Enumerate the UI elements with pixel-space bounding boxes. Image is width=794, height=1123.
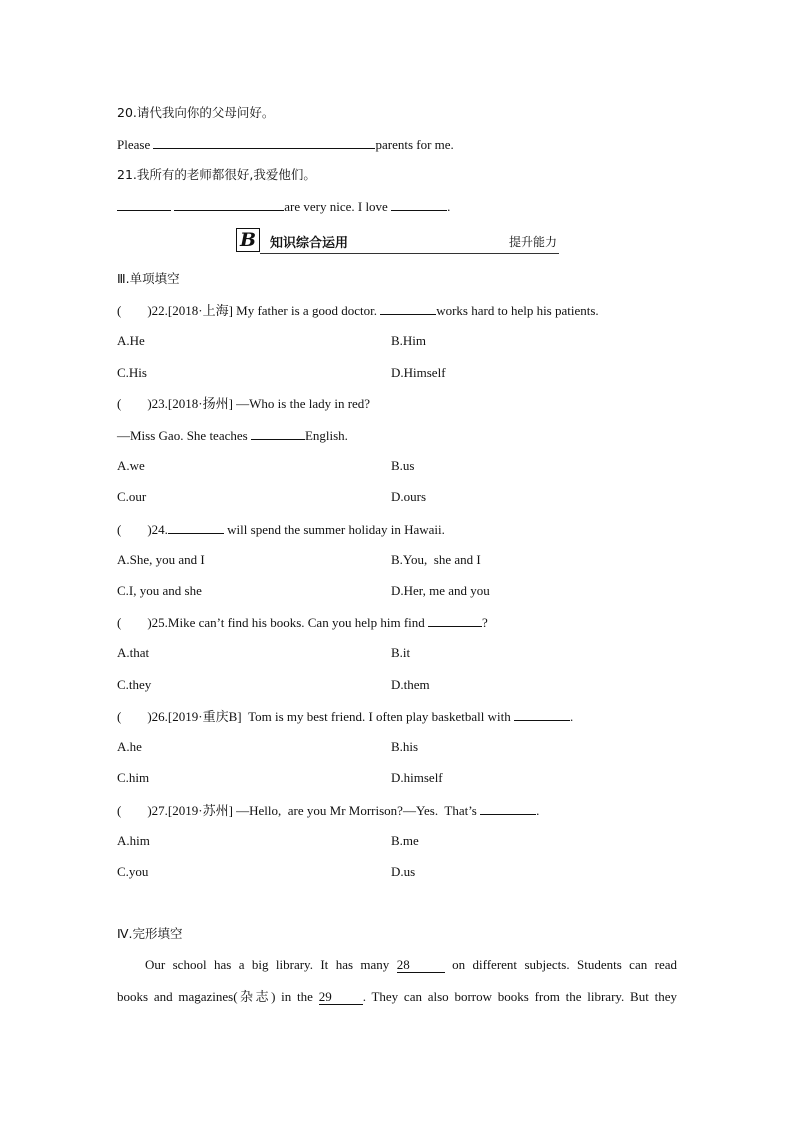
q27-option-c[interactable]: C.you: [117, 864, 149, 879]
q23-line2-b: English.: [304, 428, 348, 443]
q22-stem-b: works hard to help his patients.: [436, 303, 599, 318]
q23-blank[interactable]: [251, 427, 305, 440]
q26-blank[interactable]: [514, 708, 570, 721]
q23-option-b[interactable]: B.us: [391, 458, 415, 473]
q21-line: [117, 198, 450, 215]
banner-title: 知识综合运用: [270, 236, 349, 251]
banner-underline: [260, 253, 559, 254]
q26-option-d[interactable]: D.himself: [391, 770, 443, 785]
q24-option-d[interactable]: D.Her, me and you: [391, 583, 490, 598]
q23-stem: ( )23.[2018·扬州] —Who is the lady in red?: [117, 396, 371, 411]
q27-option-b[interactable]: B.me: [391, 833, 419, 848]
q27-stem: [117, 802, 539, 819]
q21-mid: are very nice. I love: [284, 199, 392, 214]
q24-stem-b: will spend the summer holiday in Hawaii.: [223, 522, 445, 537]
cloze-blank-29[interactable]: 29: [319, 990, 363, 1005]
q23-option-a[interactable]: A.we: [117, 458, 145, 473]
q27-blank[interactable]: [480, 802, 536, 815]
q22-option-c[interactable]: C.His: [117, 365, 147, 380]
q21-blank-1[interactable]: [117, 198, 171, 211]
q22-stem-a: ( )22.[2018·上海] My father is a good doctor.: [117, 303, 381, 318]
q25-stem-b: ?: [482, 615, 488, 630]
section-banner: [236, 228, 559, 254]
q27-stem-a: ( )27.[2019·苏州] —Hello, are you Mr Morrison?—Yes. That’s: [117, 803, 481, 818]
section4-title: Ⅳ.完形填空: [117, 926, 183, 941]
q26-stem-a: ( )26.[2019·重庆B] Tom is my best friend. I often play basketball with: [117, 709, 514, 724]
q23-option-c[interactable]: C.our: [117, 489, 147, 504]
q24-blank[interactable]: [168, 521, 224, 534]
q26-stem: [117, 708, 573, 725]
b-logo-icon: [236, 228, 260, 252]
q25-blank[interactable]: [428, 614, 482, 627]
q26-option-b[interactable]: B.his: [391, 739, 419, 754]
q20-right: parents for me.: [375, 137, 454, 152]
section3-title: Ⅲ.单项填空: [117, 271, 180, 286]
q27-option-d[interactable]: D.us: [391, 864, 416, 879]
cloze-line2-a: books and magazines(杂志) in the: [117, 989, 319, 1004]
q20-prompt: 20.请代我向你的父母问好。: [117, 105, 275, 120]
q21-prompt: 21.我所有的老师都很好,我爱他们。: [117, 167, 316, 182]
q25-option-a[interactable]: A.that: [117, 645, 150, 660]
q25-stem-a: ( )25.Mike can’t find his books. Can you help him find: [117, 615, 429, 630]
q21-blank-2[interactable]: [174, 198, 284, 211]
b-logo-letter: B: [239, 229, 257, 251]
q24-option-c[interactable]: C.I, you and she: [117, 583, 202, 598]
q22-option-b[interactable]: B.Him: [391, 333, 427, 348]
q22-option-a[interactable]: A.He: [117, 333, 145, 348]
q24-option-a[interactable]: A.She, you and I: [117, 552, 205, 567]
q20-blank[interactable]: [153, 136, 375, 149]
q26-option-c[interactable]: C.him: [117, 770, 150, 785]
q24-option-b[interactable]: B.You, she and I: [391, 552, 481, 567]
q21-end: .: [447, 199, 451, 214]
banner-subtitle: 提升能力: [508, 235, 557, 249]
q25-option-c[interactable]: C.they: [117, 677, 152, 692]
cloze-blank-28[interactable]: 28: [397, 958, 445, 973]
q22-stem: [117, 302, 599, 319]
q27-stem-b: .: [536, 803, 540, 818]
cloze-line2-b: . They can also borrow books from the library. But they: [362, 989, 677, 1004]
q25-stem: [117, 614, 488, 631]
q21-blank-3[interactable]: [391, 198, 447, 211]
q22-blank[interactable]: [380, 302, 436, 315]
q27-option-a[interactable]: A.him: [117, 833, 150, 848]
q26-stem-b: .: [569, 709, 574, 724]
q24-stem-a: ( )24.: [117, 522, 168, 537]
q25-option-d[interactable]: D.them: [391, 677, 430, 692]
q23-option-d[interactable]: D.ours: [391, 489, 427, 504]
q23-line2: [117, 427, 348, 444]
q20-left: Please: [117, 137, 154, 152]
q20-line: [117, 136, 454, 153]
cloze-line1-b: on different subjects. Students can read: [444, 957, 677, 972]
cloze-line-1: [117, 957, 677, 973]
cloze-line-2: [117, 989, 677, 1005]
cloze-line1-a: Our school has a big library. It has many: [145, 957, 397, 972]
q22-option-d[interactable]: D.Himself: [391, 365, 446, 380]
q23-line2-a: —Miss Gao. She teaches: [117, 428, 251, 443]
q25-option-b[interactable]: B.it: [391, 645, 411, 660]
q24-stem: [117, 521, 445, 538]
q26-option-a[interactable]: A.he: [117, 739, 142, 754]
